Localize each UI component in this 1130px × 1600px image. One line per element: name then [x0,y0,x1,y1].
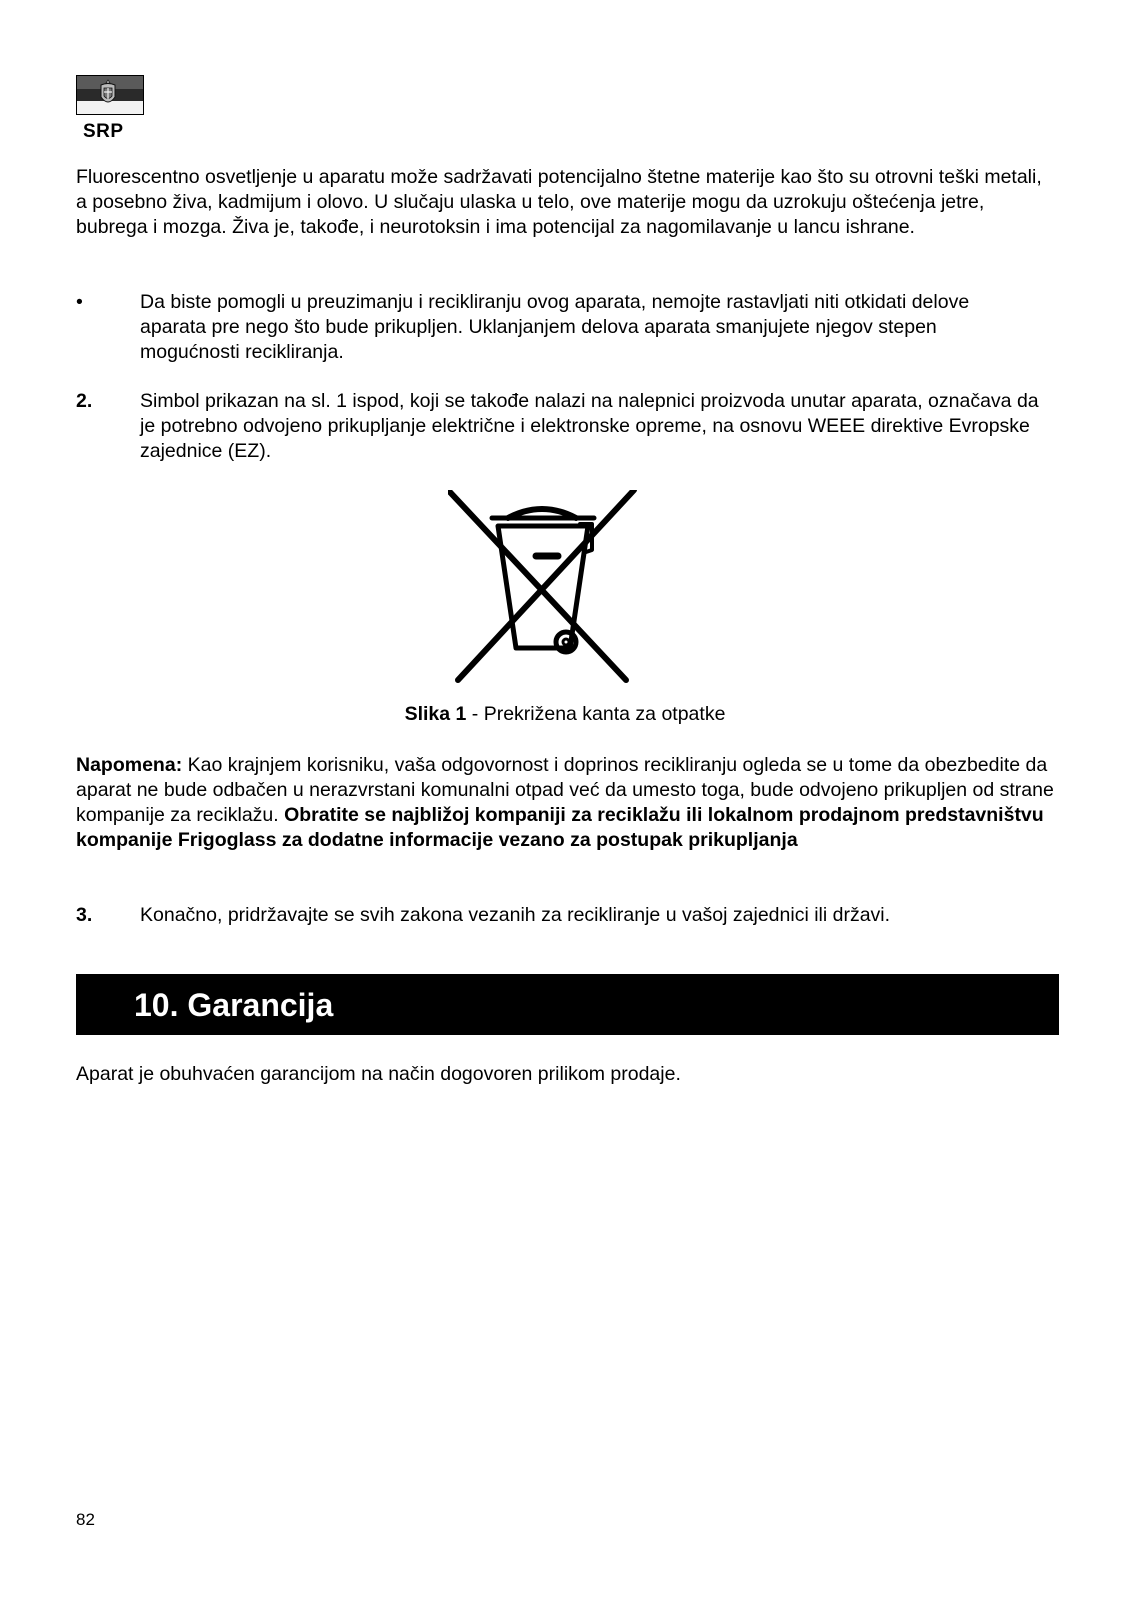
warranty-paragraph: Aparat je obuhvaćen garancijom na način dogovoren prilikom prodaje. [76,1063,681,1085]
section-title: 10. Garancija [134,987,334,1023]
note-text: Kao krajnjem korisniku, vaša odgovornost i doprinos recikliranju ogleda se u tome da obezbedite da aparat ne bude odbačen u nerazvrstani komunalni otpad već da umesto toga, bude odvojeno prikupljen od strane kompanije za reciklažu. [76,754,1054,826]
list-item-text: Konačno, pridržavajte se svih zakona vezanih za recikliranje u vašoj zajednici ili državi. [140,904,891,926]
list-item-text: Simbol prikazan na sl. 1 ispod, koji se takođe nalazi na nalepnici proizvoda unutar aparata, označava da je potrebno odvojeno prikupljanje električne i elektronske opreme, na osnovu WEEE direktive Evropske zajednice (EZ). [140,390,1039,462]
section-header-bar [76,974,1059,1035]
figure-caption [0,702,1130,727]
note-label: Napomena: [76,754,183,776]
list-item-text: Da biste pomogli u preuzimanju i recikliranju ovog aparata, nemojte rastavljati niti otkidati delove aparata pre nego što bude prikupljen. Uklanjanjem delova aparata smanjujete njegov stepen mogućnosti recikliranja. [140,291,970,363]
list-item-3 [76,903,1056,928]
paragraph-fluorescent-warning: Fluorescentno osvetljenje u aparatu može sadržavati potencijalno štetne materije kao što su otrovni teški metali, a posebno živa, kadmijum i olovo. U slučaju ulaska u telo, ove materije mogu da uzrokuju oštećenja jetre, bubrega i mozga. Živa je, takođe, i neurotoksin i ima potencijal za nagomilavanje u lancu ishrane. [76,166,1042,238]
bullet-marker: • [76,291,83,313]
figure-caption-text: - Prekrižena kanta za otpatke [466,703,726,725]
note-paragraph [76,753,1056,853]
item-number: 2. [76,390,93,412]
serbia-flag-icon [76,75,144,115]
coat-of-arms-icon [99,79,117,109]
list-item-bullet [76,290,1056,365]
language-code: SRP [83,121,124,142]
page-number: 82 [76,1510,95,1529]
note-emphasis: Obratite se najbližoj kompaniji za reciklažu ili lokalnom prodajnom predstavništvu kompanije Frigoglass za dodatne informacije vezano za postupak prikupljanja [76,804,1044,851]
crossed-out-wheelie-bin-icon [448,490,644,684]
item-number: 3. [76,904,93,926]
list-item-2 [76,389,1056,464]
figure-caption-label: Slika 1 [404,703,467,725]
